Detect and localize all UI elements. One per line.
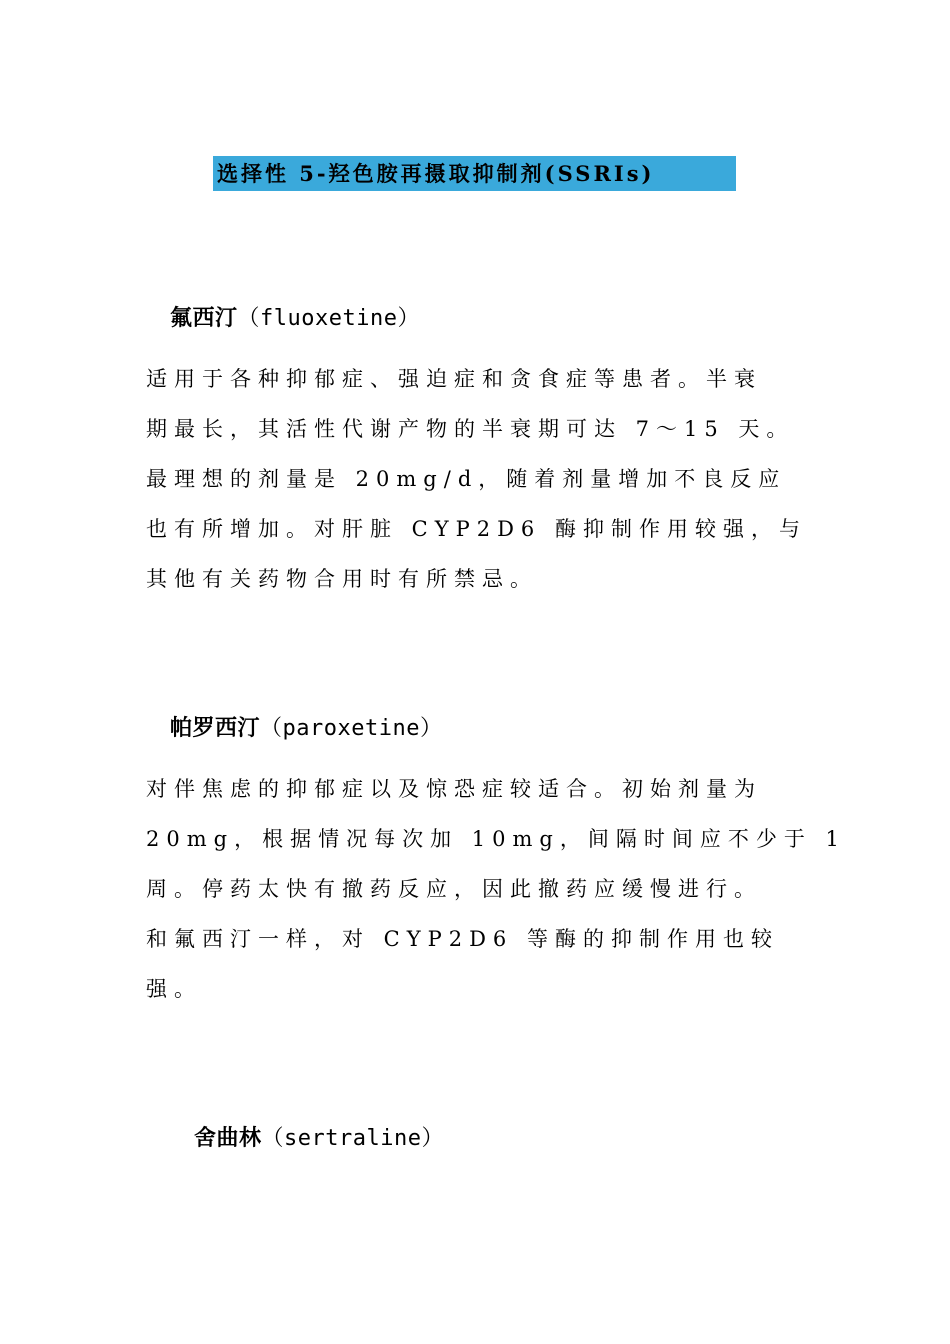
paragraph-line: 也有所增加。对肝脏 CYP2D6 酶抑制作用较强，与	[146, 517, 807, 541]
paragraph-line: 对伴焦虑的抑郁症以及惊恐症较适合。初始剂量为	[146, 777, 762, 801]
heading-chinese-name: 氟西汀	[170, 306, 238, 331]
heading-english-name: （paroxetine）	[260, 716, 443, 741]
paragraph-line: 期最长，其活性代谢产物的半衰期可达 7～15 天。	[146, 417, 795, 441]
document-title: 选择性 5-羟色胺再摄取抑制剂(SSRIs)	[213, 156, 736, 191]
section-heading-paroxetine	[170, 714, 442, 744]
heading-chinese-name: 帕罗西汀	[170, 716, 261, 741]
paragraph-line: 20mg，根据情况每次加 10mg，间隔时间应不少于 1	[146, 827, 846, 851]
paragraph-line: 其他有关药物合用时有所禁忌。	[146, 567, 538, 591]
paragraph-line: 周。停药太快有撤药反应，因此撤药应缓慢进行。	[146, 877, 762, 901]
paragraph-line: 强。	[146, 977, 202, 1001]
heading-chinese-name: 舍曲林	[194, 1126, 262, 1151]
heading-english-name: （fluoxetine）	[237, 306, 420, 331]
section-heading-fluoxetine	[170, 304, 420, 334]
paragraph-line: 和氟西汀一样，对 CYP2D6 等酶的抑制作用也较	[146, 927, 779, 951]
heading-english-name: （sertraline）	[261, 1126, 444, 1151]
paragraph-line: 适用于各种抑郁症、强迫症和贪食症等患者。半衰	[146, 367, 762, 391]
section-heading-sertraline	[194, 1124, 444, 1154]
paragraph-line: 最理想的剂量是 20mg/d，随着剂量增加不良反应	[146, 467, 787, 491]
